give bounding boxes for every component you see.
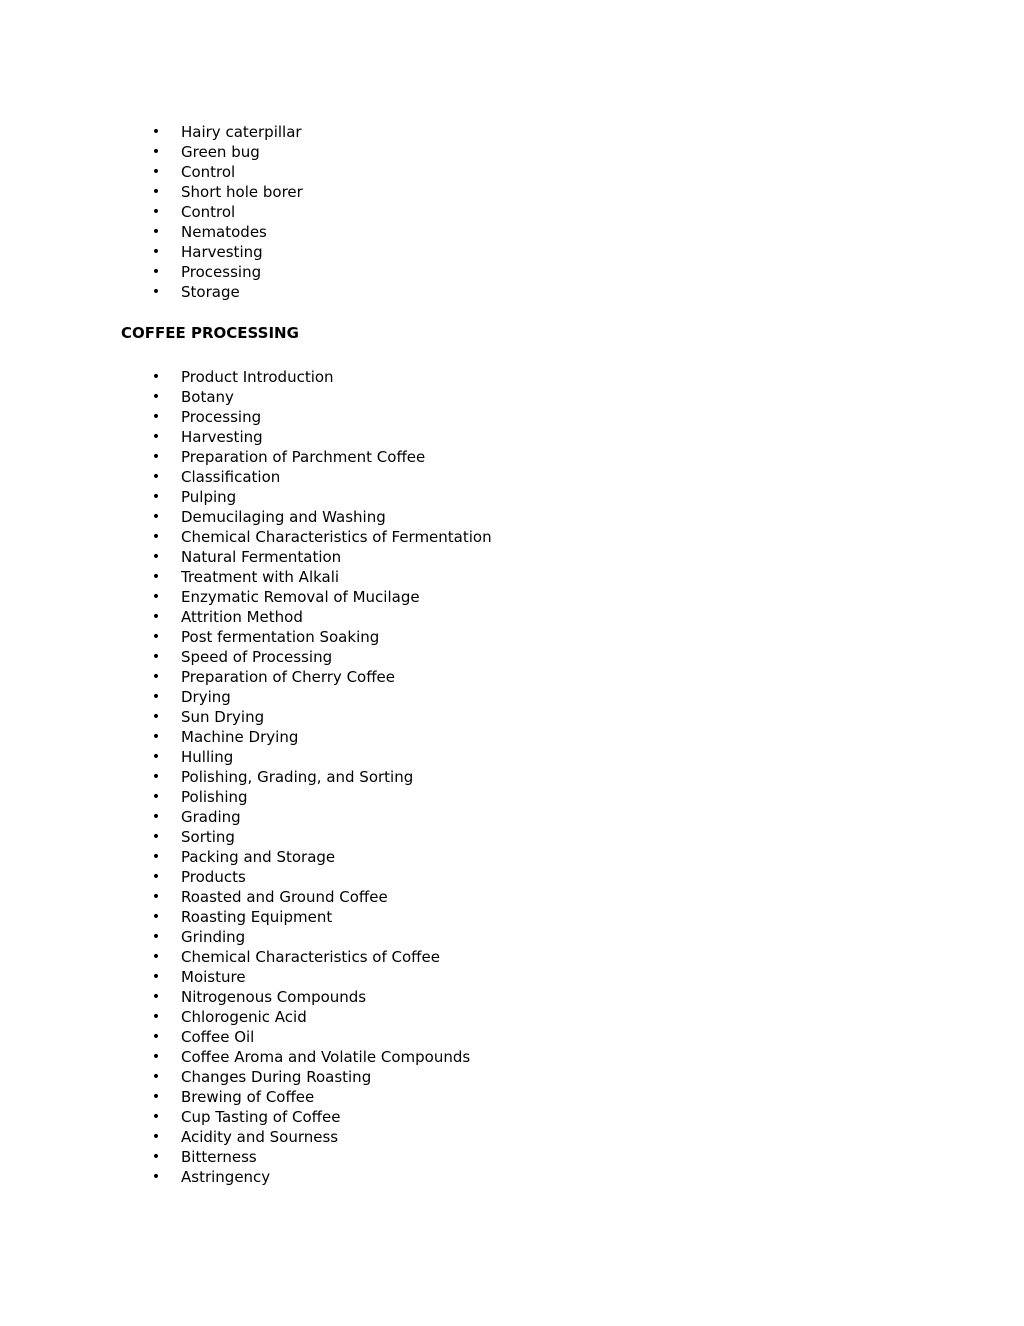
list-item-text: Classification bbox=[181, 468, 281, 486]
list-item-text: Pulping bbox=[181, 488, 237, 506]
list-item-text: Chemical Characteristics of Coffee bbox=[181, 948, 440, 966]
list-item-text: Coffee Aroma and Volatile Compounds bbox=[181, 1048, 471, 1066]
bullet-icon: • bbox=[151, 689, 161, 705]
bullet-icon: • bbox=[151, 144, 161, 160]
list-item-text: Post fermentation Soaking bbox=[181, 628, 380, 646]
list-item-text: Polishing, Grading, and Sorting bbox=[181, 768, 414, 786]
bullet-icon: • bbox=[151, 609, 161, 625]
list-item-text: Green bug bbox=[181, 143, 260, 161]
list-item-text: Attrition Method bbox=[181, 608, 303, 626]
list-item-text: Storage bbox=[181, 283, 240, 301]
bullet-icon: • bbox=[151, 529, 161, 545]
list-item-text: Coffee Oil bbox=[181, 1028, 255, 1046]
list-item-text: Demucilaging and Washing bbox=[181, 508, 386, 526]
list-item-text: Packing and Storage bbox=[181, 848, 336, 866]
bullet-icon: • bbox=[151, 729, 161, 745]
list-item-text: Processing bbox=[181, 263, 262, 281]
list-item-text: Control bbox=[181, 163, 236, 181]
bullet-icon: • bbox=[151, 669, 161, 685]
list-item-text: Astringency bbox=[181, 1168, 271, 1186]
bullet-icon: • bbox=[151, 869, 161, 885]
list-item-text: Moisture bbox=[181, 968, 246, 986]
bullet-icon: • bbox=[151, 589, 161, 605]
bullet-icon: • bbox=[151, 929, 161, 945]
list-item-text: Botany bbox=[181, 388, 234, 406]
list-item-text: Machine Drying bbox=[181, 728, 299, 746]
bullet-icon: • bbox=[151, 224, 161, 240]
list-item-text: Natural Fermentation bbox=[181, 548, 342, 566]
bullet-icon: • bbox=[151, 549, 161, 565]
bullet-icon: • bbox=[151, 429, 161, 445]
bullet-icon: • bbox=[151, 1009, 161, 1025]
bullet-icon: • bbox=[151, 909, 161, 925]
list-item-text: Nematodes bbox=[181, 223, 267, 241]
list-item-text: Treatment with Alkali bbox=[181, 568, 340, 586]
bullet-icon: • bbox=[151, 389, 161, 405]
bullet-icon: • bbox=[151, 509, 161, 525]
list-item-text: Changes During Roasting bbox=[181, 1068, 372, 1086]
bullet-icon: • bbox=[151, 164, 161, 180]
list-item-text: Polishing bbox=[181, 788, 248, 806]
bullet-icon: • bbox=[151, 204, 161, 220]
list-item-text: Cup Tasting of Coffee bbox=[181, 1108, 341, 1126]
list-item-text: Chlorogenic Acid bbox=[181, 1008, 307, 1026]
list-item-text: Preparation of Cherry Coffee bbox=[181, 668, 396, 686]
bullet-icon: • bbox=[151, 649, 161, 665]
bullet-icon: • bbox=[151, 969, 161, 985]
bullet-icon: • bbox=[151, 1109, 161, 1125]
list-item-text: Harvesting bbox=[181, 243, 263, 261]
bullet-icon: • bbox=[151, 789, 161, 805]
bullet-icon: • bbox=[151, 709, 161, 725]
list-item-text: Drying bbox=[181, 688, 231, 706]
list-item-text: Products bbox=[181, 868, 246, 886]
bullet-icon: • bbox=[151, 489, 161, 505]
bullet-icon: • bbox=[151, 569, 161, 585]
list-item-text: Preparation of Parchment Coffee bbox=[181, 448, 426, 466]
bullet-icon: • bbox=[151, 409, 161, 425]
bullet-icon: • bbox=[151, 469, 161, 485]
bullet-icon: • bbox=[151, 769, 161, 785]
bullet-icon: • bbox=[151, 1069, 161, 1085]
bullet-icon: • bbox=[151, 889, 161, 905]
list-item-text: Sorting bbox=[181, 828, 235, 846]
list-item-text: Chemical Characteristics of Fermentation bbox=[181, 528, 492, 546]
list-item-text: Roasted and Ground Coffee bbox=[181, 888, 388, 906]
bullet-icon: • bbox=[151, 1089, 161, 1105]
bullet-icon: • bbox=[151, 244, 161, 260]
list-item-text: Harvesting bbox=[181, 428, 263, 446]
list-item-text: Brewing of Coffee bbox=[181, 1088, 315, 1106]
bullet-icon: • bbox=[151, 1169, 161, 1185]
bullet-icon: • bbox=[151, 749, 161, 765]
list-item-text: Bitterness bbox=[181, 1148, 257, 1166]
bullet-icon: • bbox=[151, 629, 161, 645]
list-item-text: Short hole borer bbox=[181, 183, 303, 201]
bullet-icon: • bbox=[151, 284, 161, 300]
list-item-text: Sun Drying bbox=[181, 708, 265, 726]
list-item-text: Roasting Equipment bbox=[181, 908, 333, 926]
bullet-icon: • bbox=[151, 1049, 161, 1065]
list-item-text: Hairy caterpillar bbox=[181, 123, 302, 141]
section-heading-coffee-processing: COFFEE PROCESSING bbox=[121, 324, 299, 342]
list-item-text: Grinding bbox=[181, 928, 246, 946]
list-item-text: Grading bbox=[181, 808, 241, 826]
bullet-icon: • bbox=[151, 829, 161, 845]
bullet-icon: • bbox=[151, 449, 161, 465]
bullet-icon: • bbox=[151, 949, 161, 965]
list-item-text: Hulling bbox=[181, 748, 234, 766]
bullet-icon: • bbox=[151, 369, 161, 385]
list-item-text: Control bbox=[181, 203, 236, 221]
list-item-text: Enzymatic Removal of Mucilage bbox=[181, 588, 420, 606]
list-item-text: Nitrogenous Compounds bbox=[181, 988, 367, 1006]
bullet-icon: • bbox=[151, 849, 161, 865]
list-item-text: Product Introduction bbox=[181, 368, 334, 386]
list-item-text: Processing bbox=[181, 408, 262, 426]
bullet-icon: • bbox=[151, 989, 161, 1005]
bullet-icon: • bbox=[151, 1129, 161, 1145]
bullet-icon: • bbox=[151, 1149, 161, 1165]
bullet-icon: • bbox=[151, 1029, 161, 1045]
bullet-icon: • bbox=[151, 264, 161, 280]
bullet-icon: • bbox=[151, 124, 161, 140]
bullet-icon: • bbox=[151, 184, 161, 200]
list-item-text: Acidity and Sourness bbox=[181, 1128, 339, 1146]
bullet-icon: • bbox=[151, 809, 161, 825]
list-item-text: Speed of Processing bbox=[181, 648, 333, 666]
